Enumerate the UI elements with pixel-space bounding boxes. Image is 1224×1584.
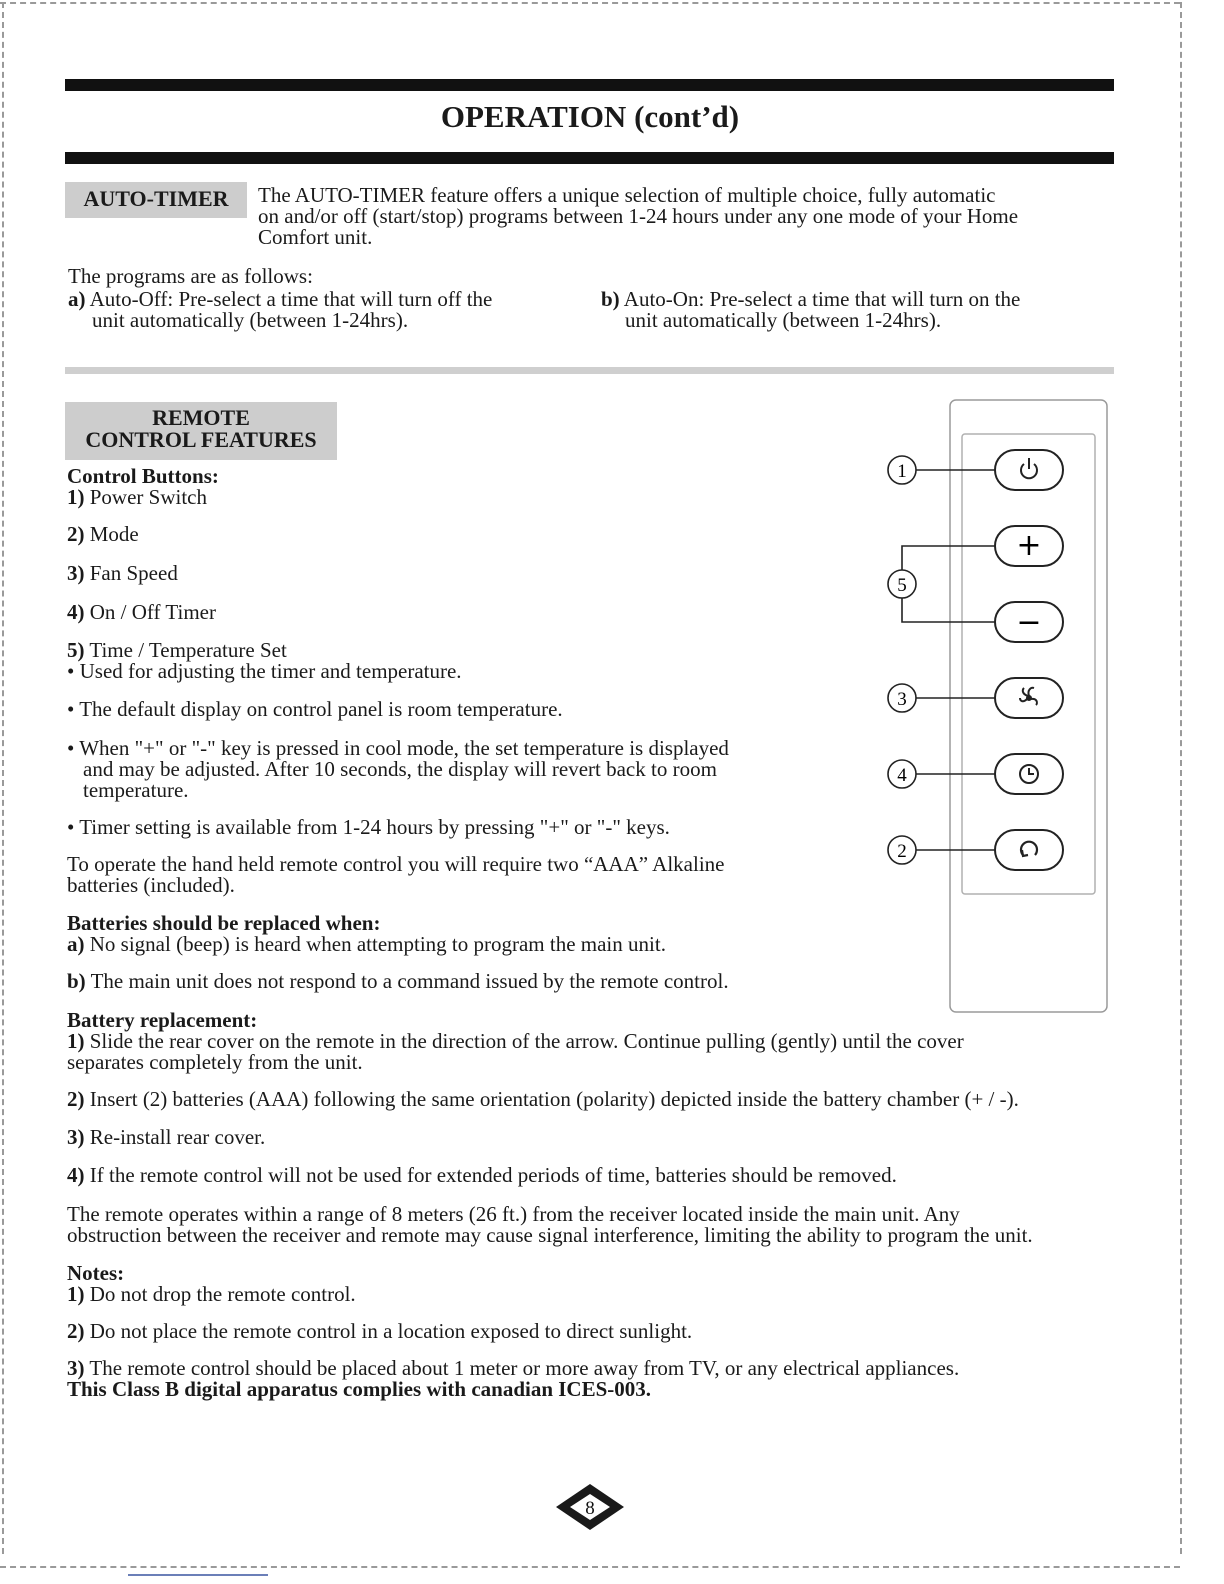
item-num: 2): [67, 1087, 85, 1111]
bullet-line: temperature.: [83, 778, 189, 802]
item-num: a): [67, 932, 85, 956]
bullet-line: and may be adjusted. After 10 seconds, the display will revert back to room: [83, 757, 717, 781]
button-item: [67, 563, 178, 584]
program-text: unit automatically (between 1-24hrs).: [92, 308, 409, 332]
auto-timer-intro: [258, 185, 1118, 248]
step-item: [67, 1089, 1019, 1110]
control-buttons-heading: Control Buttons:: [67, 464, 219, 488]
callout-number: 3: [897, 689, 907, 710]
note-item: [67, 1321, 692, 1342]
button-item: [67, 602, 216, 623]
item-text: The remote control should be placed about 1 meter or more away from TV, or any electrical appliances.: [89, 1356, 960, 1380]
bullet-line: • When "+" or "-" key is pressed in cool mode, the set temperature is displayed: [67, 736, 729, 760]
item-text: No signal (beep) is heard when attempting to program the main unit.: [89, 932, 666, 956]
callout-number: 1: [897, 461, 907, 482]
step-item: [67, 1165, 897, 1186]
item-num: 2): [67, 522, 85, 546]
callout-number: 2: [897, 841, 907, 862]
plus-label: +: [1016, 528, 1042, 563]
header-rule-bottom: [65, 152, 1114, 164]
program-auto-off: [68, 289, 568, 331]
item-num: 1): [67, 485, 85, 509]
auto-timer-label: AUTO-TIMER: [65, 182, 247, 218]
item-text: Do not place the remote control in a location exposed to direct sunlight.: [89, 1319, 693, 1343]
program-prefix: b): [601, 287, 620, 311]
item-num: b): [67, 969, 86, 993]
remote-diagram: [880, 396, 1116, 1016]
note-item: [67, 1358, 959, 1379]
item-label: Time / Temperature Set: [89, 638, 287, 662]
button-item: [67, 640, 287, 661]
item-text: Do not drop the remote control.: [89, 1282, 356, 1306]
page-border-right: [1180, 2, 1182, 1554]
item-num: 3): [67, 561, 85, 585]
replace-item: [67, 934, 666, 955]
button-item: [67, 524, 139, 545]
page-number-badge: [552, 1482, 628, 1532]
item-text: Slide the rear cover on the remote in the direction of the arrow. Continue pulling (gently) until the cover: [89, 1029, 964, 1053]
program-text: unit automatically (between 1-24hrs).: [625, 308, 942, 332]
program-text: Auto-On: Pre-select a time that will turn on the: [623, 287, 1021, 311]
scan-artifact-line: [128, 1574, 268, 1576]
step-line: [67, 1031, 964, 1052]
bullet-item: • The default display on control panel is room temperature.: [67, 697, 563, 721]
callout-bracket: [902, 598, 995, 622]
replace-item: [67, 971, 729, 992]
item-num: 1): [67, 1029, 85, 1053]
header-rule-top: [65, 79, 1114, 91]
bullet-item: [67, 738, 867, 801]
bullet-item: • Used for adjusting the timer and temperature.: [67, 659, 462, 683]
notes-heading: Notes:: [67, 1261, 125, 1285]
item-num: 3): [67, 1356, 85, 1380]
page-title: OPERATION (cont’d): [440, 99, 740, 134]
minus-label: −: [1016, 605, 1042, 640]
program-text: Auto-Off: Pre-select a time that will turn off the: [89, 287, 493, 311]
label-line: CONTROL FEATURES: [85, 427, 317, 452]
para-line: The remote operates within a range of 8 meters (26 ft.) from the receiver located inside the main unit. Any: [67, 1202, 960, 1226]
callout-number: 5: [897, 575, 907, 596]
page-border-top: [0, 2, 1180, 4]
bullet-item: • Timer setting is available from 1-24 hours by pressing "+" or "-" keys.: [67, 815, 670, 839]
range-paragraph: [67, 1204, 1033, 1246]
callout-bracket: [902, 546, 995, 570]
note-item: [67, 1284, 356, 1305]
item-label: Fan Speed: [89, 561, 178, 585]
page-border-left: [2, 2, 4, 1554]
program-prefix: a): [68, 287, 86, 311]
intro-line: The AUTO-TIMER feature offers a unique selection of multiple choice, fully automatic: [258, 183, 996, 207]
section-divider: [65, 367, 1114, 374]
para-line: To operate the hand held remote control you will require two “AAA” Alkaline: [67, 852, 725, 876]
step-line: separates completely from the unit.: [67, 1050, 363, 1074]
item-num: 4): [67, 600, 85, 624]
intro-line: on and/or off (start/stop) programs between 1-24 hours under any one mode of your Home: [258, 204, 1019, 228]
batteries-heading: Batteries should be replaced when:: [67, 911, 381, 935]
item-num: 5): [67, 638, 85, 662]
programs-intro: The programs are as follows:: [68, 264, 313, 288]
item-text: Re-install rear cover.: [89, 1125, 266, 1149]
para-line: obstruction between the receiver and remote may cause signal interference, limiting the ability to program the unit.: [67, 1223, 1033, 1247]
step-item: [67, 1031, 964, 1073]
step-item: [67, 1127, 265, 1148]
callout-number: 4: [897, 765, 907, 786]
power-button: [995, 450, 1063, 490]
para-line: batteries (included).: [67, 873, 235, 897]
item-text: Insert (2) batteries (AAA) following the same orientation (polarity) depicted inside the battery chamber (+ / -).: [89, 1087, 1019, 1111]
compliance-statement: This Class B digital apparatus complies with canadian ICES-003.: [67, 1377, 652, 1401]
remote-panel-outline: [962, 434, 1095, 894]
operate-paragraph: [67, 854, 725, 896]
item-label: Mode: [89, 522, 139, 546]
battery-replacement-heading: Battery replacement:: [67, 1008, 258, 1032]
label-line: REMOTE: [152, 405, 250, 430]
page-border-bottom: [0, 1566, 1180, 1568]
item-num: 1): [67, 1282, 85, 1306]
remote-features-label: [65, 402, 337, 460]
item-label: On / Off Timer: [89, 600, 216, 624]
item-text: If the remote control will not be used for extended periods of time, batteries should be removed.: [89, 1163, 897, 1187]
page-number: 8: [585, 1498, 595, 1519]
item-num: 4): [67, 1163, 85, 1187]
button-item: [67, 487, 207, 508]
item-num: 3): [67, 1125, 85, 1149]
mode-button: [995, 830, 1063, 870]
item-num: 2): [67, 1319, 85, 1343]
program-auto-on: [601, 289, 1101, 331]
item-label: Power Switch: [89, 485, 207, 509]
item-text: The main unit does not respond to a command issued by the remote control.: [90, 969, 729, 993]
intro-line: Comfort unit.: [258, 225, 373, 249]
